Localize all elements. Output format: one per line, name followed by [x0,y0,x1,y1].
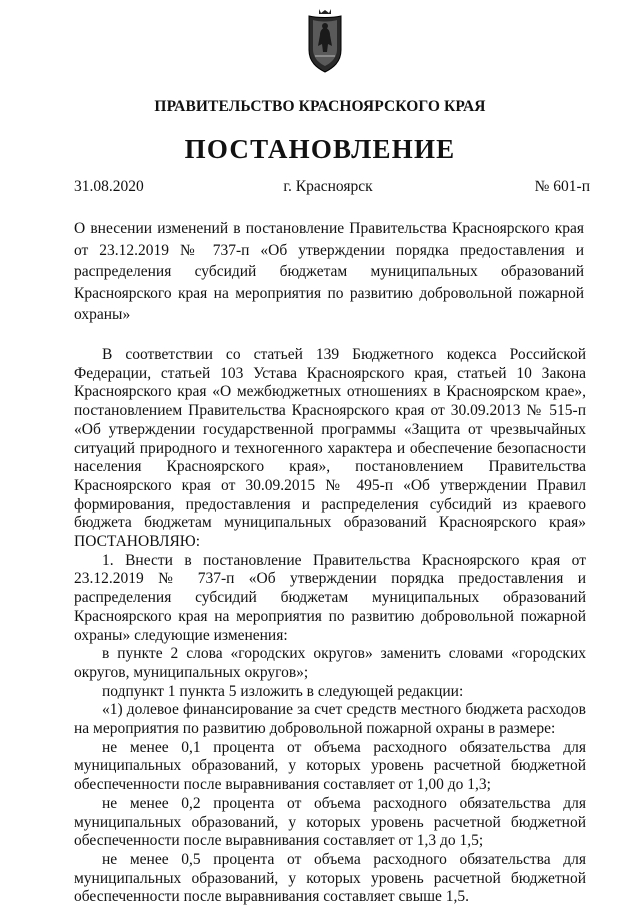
document-date: 31.08.2020 [74,178,144,195]
organization-name: ПРАВИТЕЛЬСТВО КРАСНОЯРСКОГО КРАЯ [154,98,486,115]
change-2-paragraph: подпункт 1 пункта 5 изложить в следующей редакции: [102,682,464,700]
document-type: ПОСТАНОВЛЕНИЕ [184,134,456,164]
tier-2-paragraph: не менее 0,2 процента от объема расходного обязательства для муниципальных образований, у которых уровень расчетной бюджетной обеспеченности после выравнивания составляет от 1,3 до 1,5; [74,794,586,850]
coat-of-arms-emblem [305,6,345,74]
quote-intro-paragraph: «1) долевое финансирование за счет средств местного бюджета расходов на мероприятия по развитию добровольной пожарной охраны в размере: [74,701,586,738]
title-text: О внесении изменений в постановление Правительства Красноярского края от 23.12.2019 № 737-п «Об утверждении порядка предоставления и распределения субсидий бюджетам муниципальных образований Красноярского края на мероприятия по развитию добровольной пожарной охраны» [74,220,584,323]
preamble-paragraph: В соответствии со статьей 139 Бюджетного кодекса Российской Федерации, статьей 103 Устава Красноярского края, статьей 10 Закона Красноярского края «О межбюджетных отношениях в Красноярском крае», постановлением Правительства Красноярского края от 30.09.2013 № 515-п «Об утверждении государственной программы «Защита от чрезвычайных ситуаций природного и техногенного характера и обеспечение безопасности населения Красноярского края», постановлением Правительства Красноярского края от 30.09.2015 № 495-п «Об утверждении Правил формирования, предоставления и распределения субсидий из краевого бюджета бюджетам муниципальных образований Красноярского края» ПОСТАНОВЛЯЮ: [74,346,586,551]
change-1-paragraph: в пункте 2 слова «городских округов» заменить словами «городских округов, муниципальных округов»; [74,645,586,681]
tier-1-paragraph: не менее 0,1 процента от объема расходного обязательства для муниципальных образований, у которых уровень расчетной бюджетной обеспеченности после выравнивания составляет от 1,00 до 1,3; [74,738,586,794]
tier-3-paragraph: не менее 0,5 процента от объема расходного обязательства для муниципальных образований, у которых уровень расчетной бюджетной обеспеченности после выравнивания составляет свыше 1,5. [74,850,586,906]
document-number: № 601-п [534,178,590,195]
document-title [74,218,584,326]
document-city: г. Красноярск [283,178,373,195]
item-1-paragraph: 1. Внести в постановление Правительства Красноярского края от 23.12.2019 № 737-п «Об утверждении порядка предоставления и распределения субсидий бюджетам муниципальных образований Красноярского края на мероприятия по развитию добровольной пожарной охраны» следующие изменения: [74,551,586,644]
document-body [74,346,586,907]
